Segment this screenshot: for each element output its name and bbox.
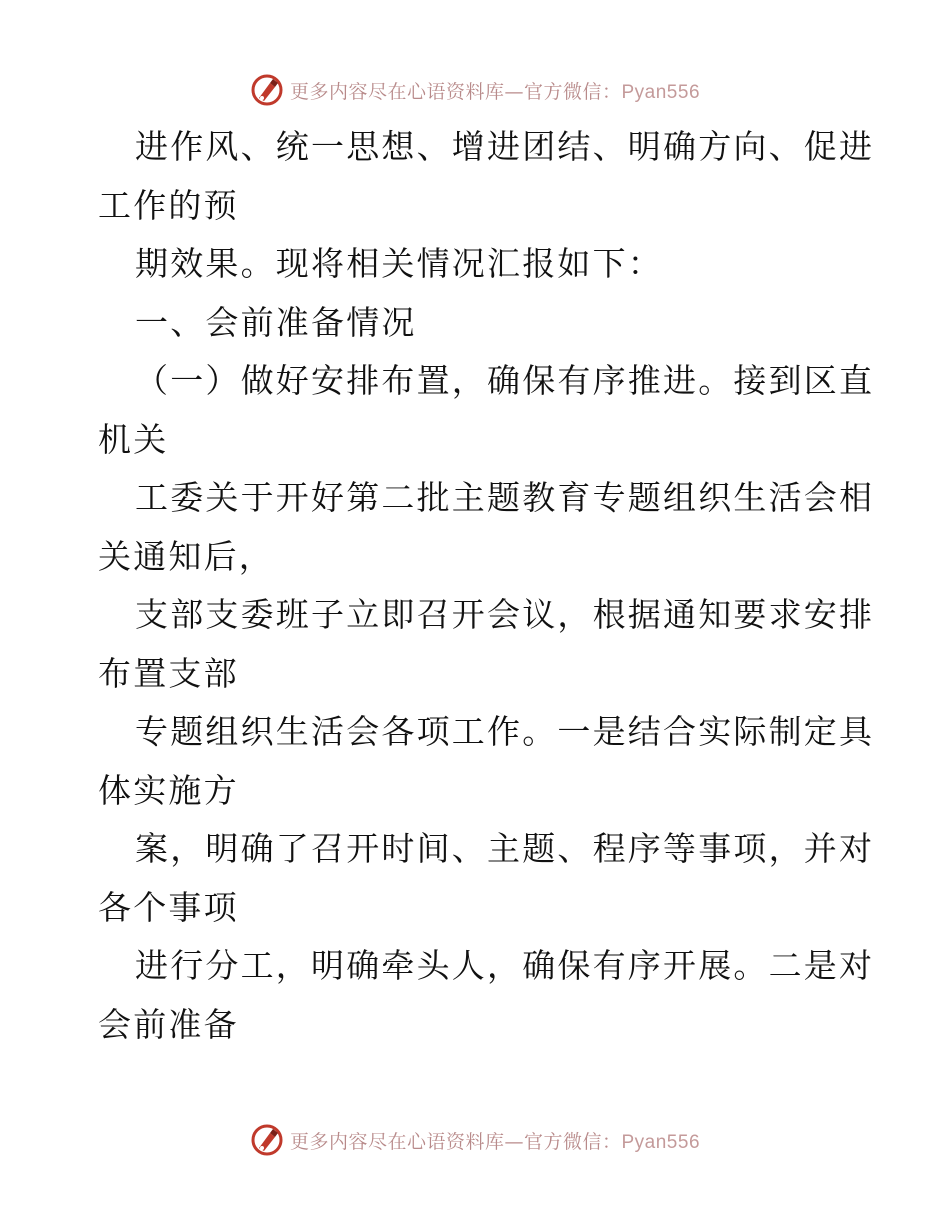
body-line: 关通知后， <box>98 536 274 576</box>
document-body <box>98 118 875 1054</box>
header-banner <box>0 70 950 110</box>
body-line: 体实施方 <box>98 770 239 810</box>
body-line: 专题组织生活会各项工作。一是结合实际制定具 <box>135 712 875 751</box>
header-banner-text: 更多内容尽在心语资料库—官方微信：Pyan556 <box>289 80 701 103</box>
body-line: 案，明确了召开时间、主题、程序等事项，并对 <box>135 829 875 868</box>
body-line: 工委关于开好第二批主题教育专题组织生活会相 <box>135 478 875 517</box>
footer-banner-text: 更多内容尽在心语资料库—官方微信：Pyan556 <box>289 1130 701 1153</box>
body-line: 各个事项 <box>98 887 239 927</box>
body-line: 机关 <box>98 419 169 459</box>
section-heading: 一、会前准备情况 <box>135 302 417 342</box>
footer-banner <box>0 1120 950 1160</box>
body-line: 支部支委班子立即召开会议，根据通知要求安排 <box>135 595 875 634</box>
header-wechat-id: Pyan556 <box>621 81 701 103</box>
body-line: 布置支部 <box>98 653 239 693</box>
body-line: 进行分工，明确牵头人，确保有序开展。二是对 <box>135 946 875 985</box>
body-line: 会前准备 <box>98 1004 239 1044</box>
footer-wechat-id: Pyan556 <box>621 1131 701 1153</box>
body-line: 工作的预 <box>98 185 239 225</box>
subsection-heading: （一）做好安排布置，确保有序推进。接到区直 <box>135 361 875 400</box>
body-line: 进作风、统一思想、增进团结、明确方向、促进 <box>135 127 875 166</box>
pen-logo-icon <box>250 1123 284 1157</box>
body-line: 期效果。现将相关情况汇报如下： <box>135 244 663 283</box>
pen-logo-icon <box>250 73 284 107</box>
